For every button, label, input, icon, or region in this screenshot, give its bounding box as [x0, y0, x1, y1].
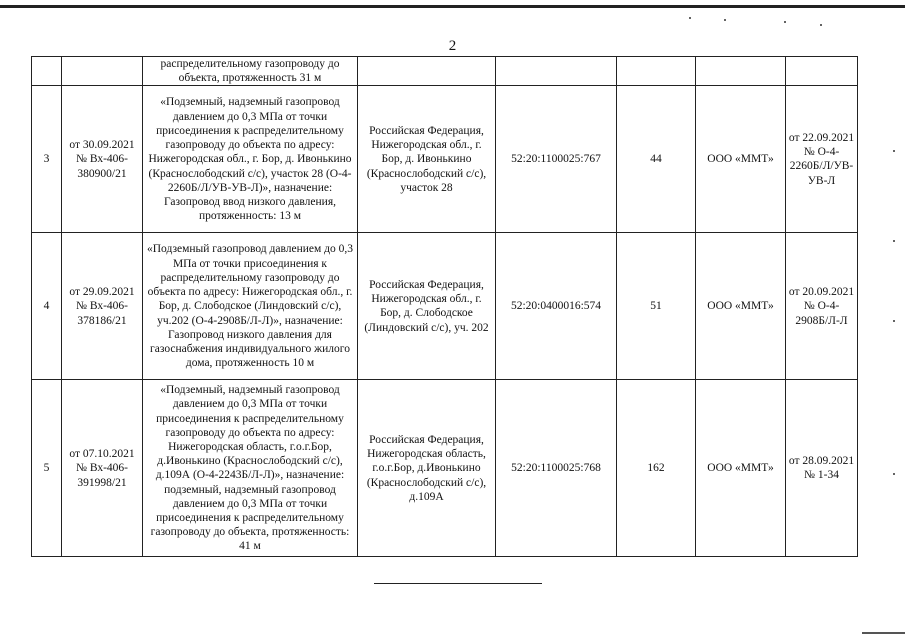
scan-speck: [893, 473, 895, 475]
cell-location: Российская Федерация, Нижегородская обл., г. Бор, д. Ивонькино (Краснослободский с/с), участок 28: [358, 86, 496, 233]
cell-cadastral: [496, 57, 617, 86]
continuation-row: [32, 57, 858, 86]
scan-speck: [893, 320, 895, 322]
scan-edge-mark: [862, 632, 905, 634]
table-row: [32, 86, 858, 233]
cell-description: распределительному газопроводу до объекта, протяженность 31 м: [143, 57, 358, 86]
cell-owner: ООО «ММТ»: [696, 233, 786, 380]
top-rule: [0, 5, 905, 8]
footnote-separator: [374, 583, 542, 584]
cell-request: [62, 57, 143, 86]
cell-num: 4: [32, 233, 62, 380]
cell-num: 3: [32, 86, 62, 233]
cell-conditions: от 28.09.2021 № 1-34: [786, 380, 858, 557]
table-row: [32, 233, 858, 380]
scan-speck: [820, 24, 822, 26]
cell-owner: ООО «ММТ»: [696, 86, 786, 233]
cell-area: [617, 57, 696, 86]
scan-speck: [784, 21, 786, 23]
cell-request: от 07.10.2021 № Вх-406-391998/21: [62, 380, 143, 557]
cell-cadastral: 52:20:1100025:768: [496, 380, 617, 557]
cell-description: «Подземный, надземный газопровод давлением до 0,3 МПа от точки присоединения к распределительному газопроводу до объекта по адресу: Нижегородская область, г.о.г.Бор, д.Ивонькино (Краснослободский с/с), д.109А (О-4-2243Б/Л-Л)», назначение: подземный, надземный газопровод давлением до 0,3 МПа от точки присоединения к распределительному газопроводу до объекта, протяженность: 41 м: [143, 380, 358, 557]
page-number: 2: [448, 38, 457, 54]
cell-owner: ООО «ММТ»: [696, 380, 786, 557]
cell-area: 162: [617, 380, 696, 557]
cell-request: от 29.09.2021 № Вх-406-378186/21: [62, 233, 143, 380]
cell-num: 5: [32, 380, 62, 557]
table-row: [32, 380, 858, 557]
cell-area: 44: [617, 86, 696, 233]
cell-description: «Подземный, надземный газопровод давлением до 0,3 МПа от точки присоединения к распределительному газопроводу до объекта по адресу: Нижегородская обл., г. Бор, д. Ивонькино (Краснослободский с/с), участок 28 (О-4-2260Б/Л/УВ-УВ-Л)», назначение: Газопровод ввод низкого давления, протяженность: 13 м: [143, 86, 358, 233]
scan-speck: [724, 19, 726, 21]
cell-conditions: от 20.09.2021 № О-4-2908Б/Л-Л: [786, 233, 858, 380]
cell-request: от 30.09.2021 № Вх-406-380900/21: [62, 86, 143, 233]
cell-conditions: [786, 57, 858, 86]
scan-speck: [689, 17, 691, 19]
cell-description: «Подземный газопровод давлением до 0,3 МПа от точки присоединения к распределительному газопроводу до объекта по адресу: Нижегородская обл., г. Бор, д. Слободское (Линдовский с/с), уч.202 (О-4-2908Б/Л-Л)», назначение: Газопровод низкого давления для газоснабжения индивидуального жилого дома, протяженность 10 м: [143, 233, 358, 380]
cell-location: [358, 57, 496, 86]
cell-area: 51: [617, 233, 696, 380]
cell-owner: [696, 57, 786, 86]
cell-cadastral: 52:20:0400016:574: [496, 233, 617, 380]
cell-num: [32, 57, 62, 86]
scan-speck: [893, 150, 895, 152]
objects-table: [31, 56, 858, 557]
cell-location: Российская Федерация, Нижегородская область, г.о.г.Бор, д.Ивонькино (Краснослободский с/с), д.109А: [358, 380, 496, 557]
scan-speck: [893, 240, 895, 242]
cell-conditions: от 22.09.2021 № О-4-2260Б/Л/УВ-УВ-Л: [786, 86, 858, 233]
cell-location: Российская Федерация, Нижегородская обл., г. Бор, д. Слободское (Линдовский с/с), уч. 202: [358, 233, 496, 380]
cell-cadastral: 52:20:1100025:767: [496, 86, 617, 233]
